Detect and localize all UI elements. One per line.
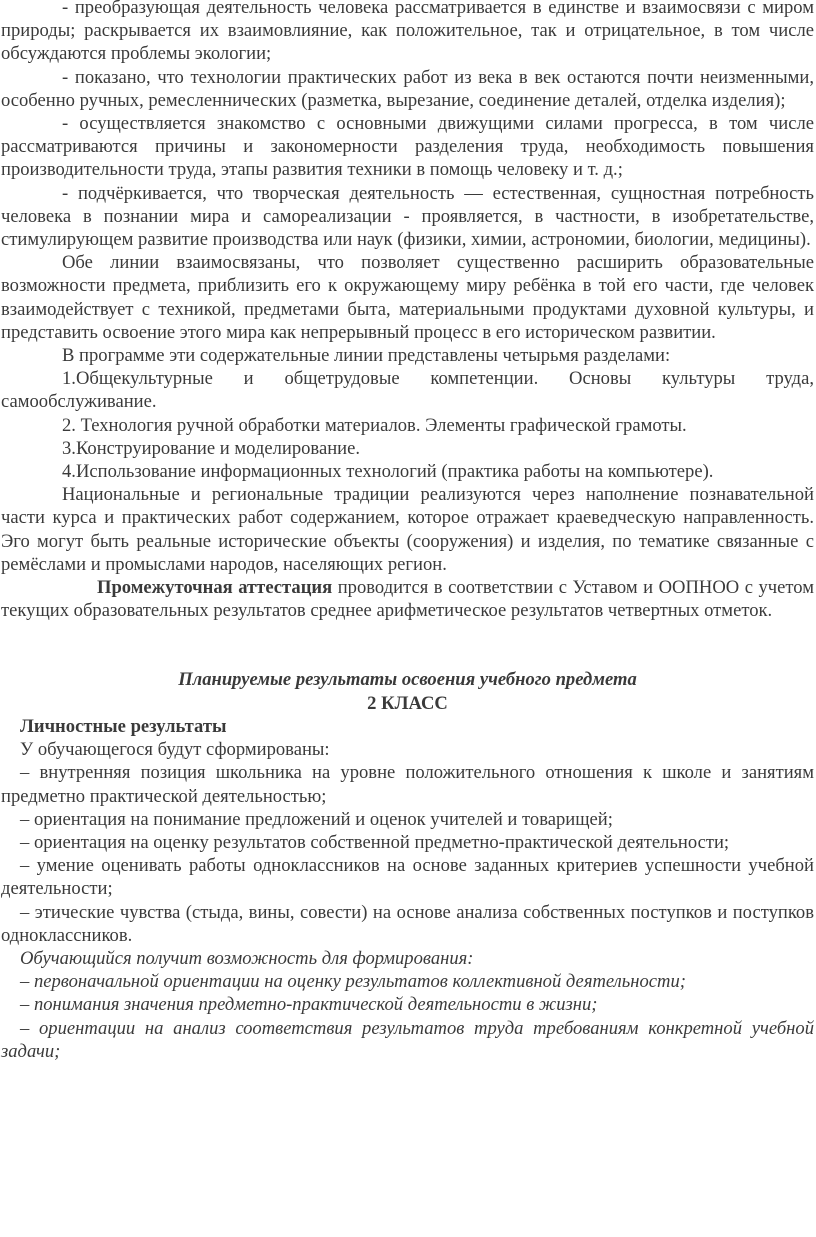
opportunity-item: – понимания значения предметно-практической деятельности в жизни; [20,994,598,1016]
attestation-label: Промежуточная аттестация [97,577,333,599]
paragraph: 1.Общекультурные и общетрудовые компетенции. Основы культуры труда, самообслуживание. [1,368,814,413]
list-item: – внутренняя позиция школьника на уровне положительного отношения к школе и занятиям предметно практической деятельностью; [1,762,814,807]
grade-title: 2 КЛАСС [367,692,448,714]
paragraph: - осуществляется знакомство с основными движущими силами прогресса, в том числе рассматриваются причины и закономерности разделения труда, необходимость повышения производительности труда, этапы развития техники в помощь человеку и т. д.; [1,113,814,181]
spacer [1,622,814,668]
paragraph: Национальные и региональные традиции реализуются через наполнение познавательной части курса и практических работ содержанием, которое отражает краеведческую направленность. Эго могут быть реальные исторические объекты (сооружения) и изделия, по тематике связанные с ремёслами и промыслами народов, населяющих регион. [1,484,814,575]
list-item: – умение оценивать работы одноклассников на основе заданных критериев успешности учебной деятельности; [1,855,814,900]
attestation-paragraph [1,576,814,622]
list-item: – ориентация на оценку результатов собственной предметно-практической деятельности; [20,831,730,853]
opportunity-intro: Обучающийся получит возможность для формирования: [20,947,474,969]
paragraph: 3.Конструирование и моделирование. [62,437,361,459]
list-item: – этические чувства (стыда, вины, совести) на основе анализа собственных поступков и поступков одноклассников. [1,901,814,946]
attestation-text: проводится в соответствии с Уставом и ООПНОО с учетом текущих образовательных результатов среднее арифметическое результатов четвертных отметок. [1,577,815,622]
list-item: – ориентация на понимание предложений и оценок учителей и товарищей; [20,808,613,830]
paragraph: 4.Использование информационных технологий (практика работы на компьютере). [62,461,714,483]
opportunity-item: – ориентации на анализ соответствия результатов труда требованиям конкретной учебной задачи; [1,1017,814,1062]
personal-results-heading: Личностные результаты [20,715,227,737]
personal-intro: У обучающегося будут сформированы: [20,739,330,761]
paragraph: В программе эти содержательные линии представлены четырьмя разделами: [62,345,671,367]
paragraph: Обе линии взаимосвязаны, что позволяет существенно расширить образовательные возможности предмета, приблизить его к окружающему миру ребёнка в той его части, где человек взаимодействует с техникой, предметами быта, материальными продуктами духовной культуры, и представить освоение этого мира как непрерывный процесс в его историческом развитии. [1,252,814,343]
section-title: Планируемые результаты освоения учебного предмета [178,669,637,691]
paragraph: 2. Технология ручной обработки материалов. Элементы графической грамоты. [62,414,687,436]
paragraph: - преобразующая деятельность человека рассматривается в единстве и взаимосвязи с миром природы; раскрывается их взаимовлияние, как положительное, так и отрицательное, в том числе обсуждаются проблемы экологии; [1,0,814,65]
paragraph: - подчёркивается, что творческая деятельность — естественная, сущностная потребность человека в познании мира и самореализации - проявляется, в частности, в изобретательстве, стимулирующем развитие производства или наук (физики, химии, астрономии, биологии, медицины). [1,182,814,251]
paragraph: - показано, что технологии практических работ из века в век остаются почти неизменными, особенно ручных, ремесленнических (разметка, вырезание, соединение деталей, отделка изделия); [1,66,814,111]
opportunity-item: – первоначальной ориентации на оценку результатов коллективной деятельности; [20,971,686,993]
